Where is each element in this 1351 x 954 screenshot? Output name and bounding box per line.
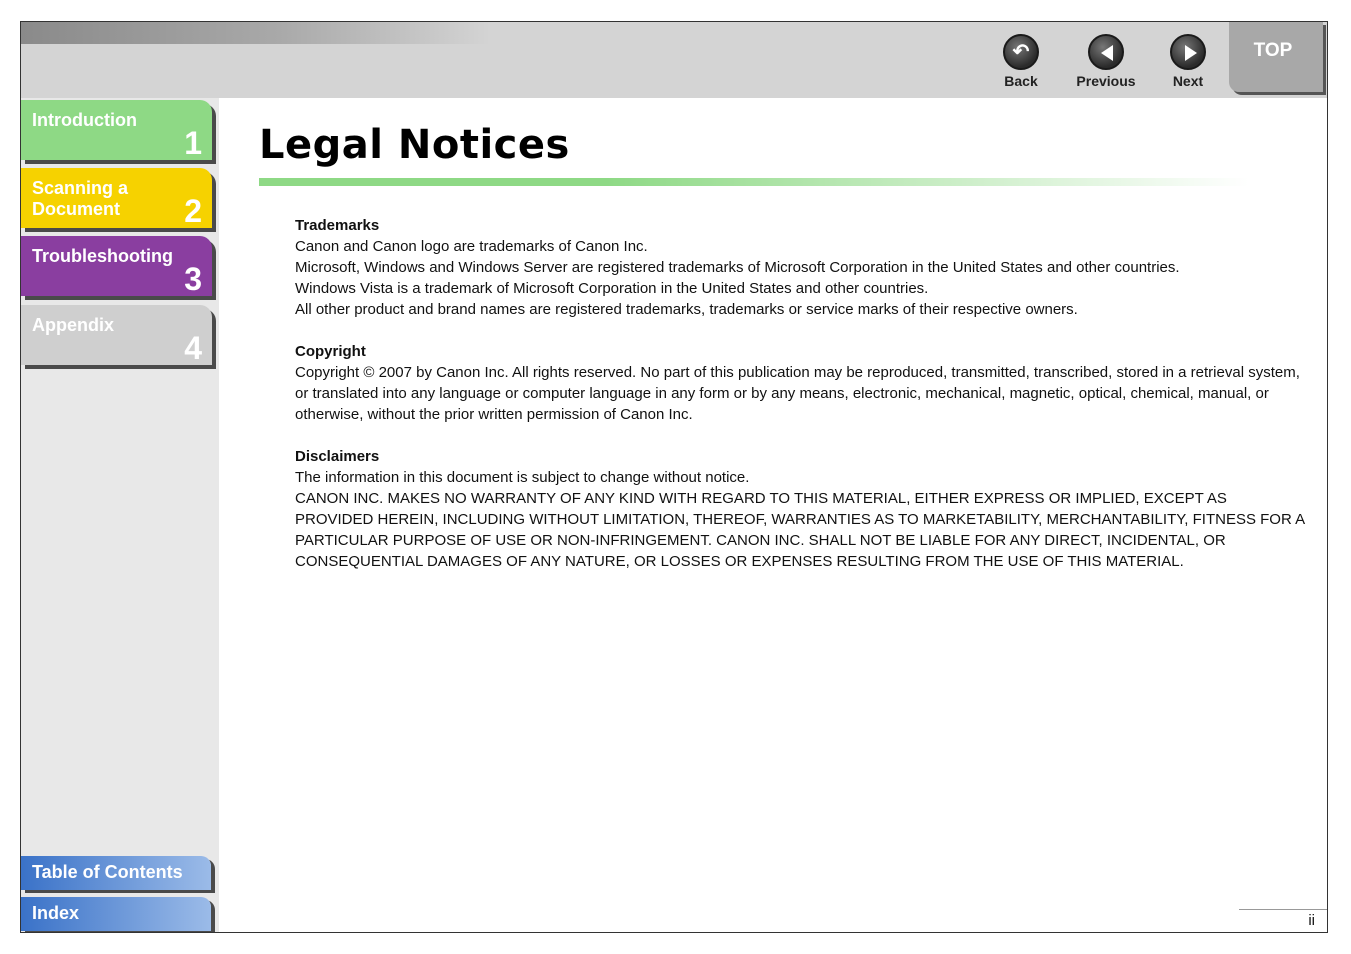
section-heading: Disclaimers [295,448,380,465]
page-header [259,122,1319,168]
index-button[interactable] [21,897,211,931]
back-button[interactable] [991,34,1051,89]
footer-rule [1239,909,1327,910]
previous-button[interactable] [1076,34,1136,89]
back-label: Back [1004,73,1038,89]
top-button[interactable] [1229,22,1323,92]
chapter-number: 3 [184,261,202,297]
paragraph: Copyright © 2007 by Canon Inc. All rights reserved. No part of this publication may be reproduced, transmitted, transcribed, stored in a retrieval system, or translated into any language or computer language in any form or by any means, electronic, mechanical, magnetic, optical, chemical, manual, or otherwise, without the prior written permission of Canon Inc. [295,364,1300,423]
chapter-tab-troubleshooting[interactable] [21,236,212,296]
next-icon [1170,34,1206,70]
chapter-number: 1 [184,125,202,161]
paragraph: Microsoft, Windows and Windows Server are registered trademarks of Microsoft Corporation in the United States and other countries. [295,259,1180,276]
chapter-title-line: Document [32,199,121,219]
chapter-title [32,246,173,267]
index-label: Index [32,903,80,923]
chapter-title [32,178,128,220]
chapter-title-line: Appendix [32,315,115,335]
paragraph: All other product and brand names are registered trademarks, trademarks or service marks of their respective owners. [295,301,1078,318]
top-toolbar [21,22,1328,98]
toolbar-stripe [21,22,491,44]
chapter-number: 2 [184,193,202,229]
table-of-contents-button[interactable] [21,856,211,890]
toc-label: Table of Contents [32,862,183,882]
next-button[interactable] [1158,34,1218,89]
section-trademarks [295,215,1305,320]
paragraph: The information in this document is subject to change without notice. [295,469,750,486]
chapter-number: 4 [184,330,202,366]
section-heading: Trademarks [295,217,380,234]
chapter-sidebar [21,98,219,933]
top-label: TOP [1253,40,1293,61]
document-frame [20,21,1328,933]
section-disclaimers [295,446,1305,572]
paragraph: Windows Vista is a trademark of Microsoft Corporation in the United States and other countries. [295,280,929,297]
title-underline [259,178,1249,186]
previous-icon [1088,34,1124,70]
chapter-title-line: Introduction [32,110,137,130]
section-copyright [295,341,1305,425]
chapter-tab-appendix[interactable] [21,305,212,365]
chapter-tab-scanning[interactable] [21,168,212,228]
chapter-title [32,110,137,131]
previous-label: Previous [1076,73,1136,89]
chapter-title-line: Troubleshooting [32,246,173,266]
chapter-tab-introduction[interactable] [21,100,212,160]
chapter-title [32,315,114,336]
back-icon: ↶ [1003,34,1039,70]
section-heading: Copyright [295,343,366,360]
page-body [295,215,1305,593]
next-label: Next [1172,73,1204,89]
page-title: Legal Notices [259,122,570,168]
chapter-title-line: Scanning a [32,178,129,198]
page-number: ii [1308,912,1315,929]
paragraph: CANON INC. MAKES NO WARRANTY OF ANY KIND WITH REGARD TO THIS MATERIAL, EITHER EXPRESS OR IMPLIED, EXCEPT AS PROVIDED HEREIN, INCLUDING WITHOUT LIMITATION, THEREOF, WARRANTIES AS TO MARKETABILITY, MERCHANTABILITY, FITNESS FOR A PARTICULAR PURPOSE OF USE OR NON-INFRINGEMENT. CANON INC. SHALL NOT BE LIABLE FOR ANY DIRECT, INCIDENTAL, OR CONSEQUENTIAL DAMAGES OF ANY NATURE, OR LOSSES OR EXPENSES RESULTING FROM THE USE OF THIS MATERIAL. [295,490,1305,570]
paragraph: Canon and Canon logo are trademarks of Canon Inc. [295,238,648,255]
